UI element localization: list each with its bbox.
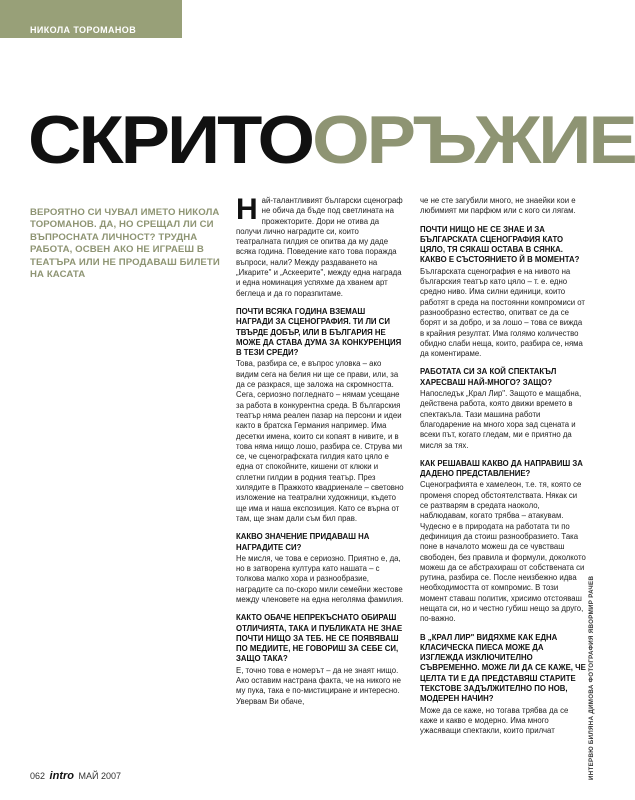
magazine-logo: intro [49,770,74,782]
question-4: ПОЧТИ НИЩО НЕ СЕ ЗНАЕ И ЗА БЪЛГАРСКАТА СЦЕНОГРАФИЯ КАТО ЦЯЛО, ТЯ СЯКАШ ОСТАВА В СЯНКА. КАКВО Е СЪСТОЯНИЕТО Й В МОМЕНТА? [420,224,580,265]
answer-3-continued: че не сте загубили много, не знаейки кои е любимият ми парфюм или с кого си лягам. [420,196,576,216]
question-5: РАБОТАТА СИ ЗА КОЙ СПЕКТАКЪЛ ХАРЕСВАШ НАЙ-МНОГО? ЗАЩО? [420,367,557,387]
column-1 [236,193,404,715]
issue-date: МАЙ 2007 [78,771,122,781]
drop-cap: Н [236,193,258,226]
question-2: КАКВО ЗНАЧЕНИЕ ПРИДАВАШ НА НАГРАДИТЕ СИ? [236,532,370,552]
credits-text: ИНТЕРВЮ БИЛЯНА ДИМОВА ФОТОГРАФИЯ ЯВОРМИР РАЧЕВ [588,575,595,780]
title-part-2: ОРЪЖИЕ [312,101,635,178]
question-3: КАКТО ОБАЧЕ НЕПРЕКЪСНАТО ОБИРАШ ОТЛИЧИЯТА, ТАКА И ПУБЛИКАТА НЕ ЗНАЕ ПОЧТИ НИЩО ЗА ТЕБ. НЕ СЕ ПОЯВЯВАШ ПО МЕДИИТЕ, НЕ ГОВОРИШ ЗА СЕБЕ СИ, ЗАЩО ТАКА? [236,613,403,664]
article-title [28,103,635,177]
lead-paragraph: ВЕРОЯТНО СИ ЧУВАЛ ИМЕТО НИКОЛА ТОРОМАНОВ. ДА, НО СРЕЩАЛ ЛИ СИ ВЪПРОСНАТА ЛИЧНОСТ? ТРУДНА РАБОТА, ОСВЕН АКО НЕ ИГРАЕШ В ТЕАТЪРА ИЛИ НЕ ПРОДАВАШ БИЛЕТИ НА КАСАТА [30,207,220,281]
answer-5: Напоследък „Крал Лир". Защото е мащабна, действена работа, която движи времето в спектакъла. Тази машина работи благодарение на много хора зад сцената и всеки път, когато гледам, ми е приятно да мисля за тях. [420,389,582,450]
answer-2: Не мисля, че това е сериозно. Приятно е, да, но в затворена култура като нашата – с толкова малко хора и разнообразие, наградите са по-скоро мили семейни жестове между членовете на една неголяма фамилия. [236,553,404,604]
page-footer [30,770,121,782]
author-tab [0,0,182,38]
title-part-1: СКРИТО [28,101,313,178]
intro-paragraph [236,193,404,299]
intro-text: ай-талантливият български сценограф не обича да бъде под светлината на прожекторите. Дори не отива да получи лично наградите си, които театралната гилдия се опитва да му даде всяка година. Поведение като това поражда въпроси, нали? Между раздаването на „Икарите" и „Аскеерите", между една награда и една номинация успяхме да хванем арт беглеца и да го поразпитаме. [236,196,403,298]
answer-7: Може да се каже, но тогава трябва да се каже и какво е модерно. Има много ужасяващи спектакли, които прилчат [420,705,569,736]
author-name: НИКОЛА ТОРОМАНОВ [30,25,137,35]
credits-vertical [588,480,598,780]
question-7: В „КРАЛ ЛИР" ВИДЯХМЕ КАК ЕДНА КЛАСИЧЕСКА ПИЕСА МОЖЕ ДА ИЗГЛЕЖДА ИЗКЛЮЧИТЕЛНО СЪВРЕМЕННО. МОЖЕ ЛИ ДА СЕ КАЖЕ, ЧЕ ЦЕЛТА ТИ Е ДА ПРЕДСТАВЯШ СТАРИТЕ ТЕКСТОВЕ ЗАДЪЛЖИТЕЛНО ПО НОВ, МОДЕРЕН НАЧИН? [420,632,586,704]
page-number: 062 [30,771,46,781]
question-6: КАК РЕШАВАШ КАКВО ДА НАПРАВИШ ЗА ДАДЕНО ПРЕДСТАВЛЕНИЕ? [420,458,583,479]
answer-6: Сценографията е хамелеон, т.е. тя, която се променя според обстоятелствата. Някак си се разтварям в средата наоколо, наблюдавам, когато трябва – атакувам. Чудесно е в природата на работата ти по дефиниция да стоиш разнообразието. Така поне в началото можеш да се чувстваш свободен, без правила и формули, доколкото можеш да се абстрахираш от собствената си рутина, разбира се. После неизбежно идва необходимостта от компромис. В този момент ставаш политик, хрисимо отстояваш нещата си, но и честно губиш нещо за друго, по-важно. [420,480,586,624]
answer-3: Е, точно това е номерът – да не знаят нищо. Ако оставим настрана факта, че на никого не му пука, така е по-мистициране и интересно. Увервам Ви обаче, [236,665,401,706]
column-2 [420,196,586,745]
answer-1: Това, разбира се, е въпрос уловка – ако видим сега на белия ни ще се прави, или, за да се разкрася, ще заложа на скромността. Сега, сериозно погледнато – нямам усещане за работа в конкурентна среда. В българския театър няма реален пазар на персони и идеи както в братска Германия например. Има десетки имена, които си копаят в нивите, и в това няма нищо лошо, разбира се. Струва ми се, че сценографската гилдия като цяло е една от спокойните, кишени от клюки и сплетни гилдии в родния театър. През хилядите в Пражкото квадриенале – световно изложение на театрални художници, където ще има и наша експозиция. Като се върна от там, ще знам дали съм бил прав. [236,359,404,523]
answer-4: Българската сценография е на нивото на българския театър като цяло – т. е. едно средно ниво. Има силни единици, които работят в среда на постоянни компромиси от разнообразно естество, опитват се да се борят и за добро, и за лошо – това се вижда в крайния резултат. Има голямо количество обидно слаби неща, които, разбира се, няма да коментираме. [420,266,585,359]
question-1: ПОЧТИ ВСЯКА ГОДИНА ВЗЕМАШ НАГРАДИ ЗА СЦЕНОГРАФИЯ. ТИ ЛИ СИ ТВЪРДЕ ДОБЪР, ИЛИ В БЪЛГАРИЯ НЕ МОЖЕ ДА СТАВА ДУМА ЗА КОНКУРЕНЦИЯ В ТЕЗИ СРЕДИ? [236,306,402,358]
